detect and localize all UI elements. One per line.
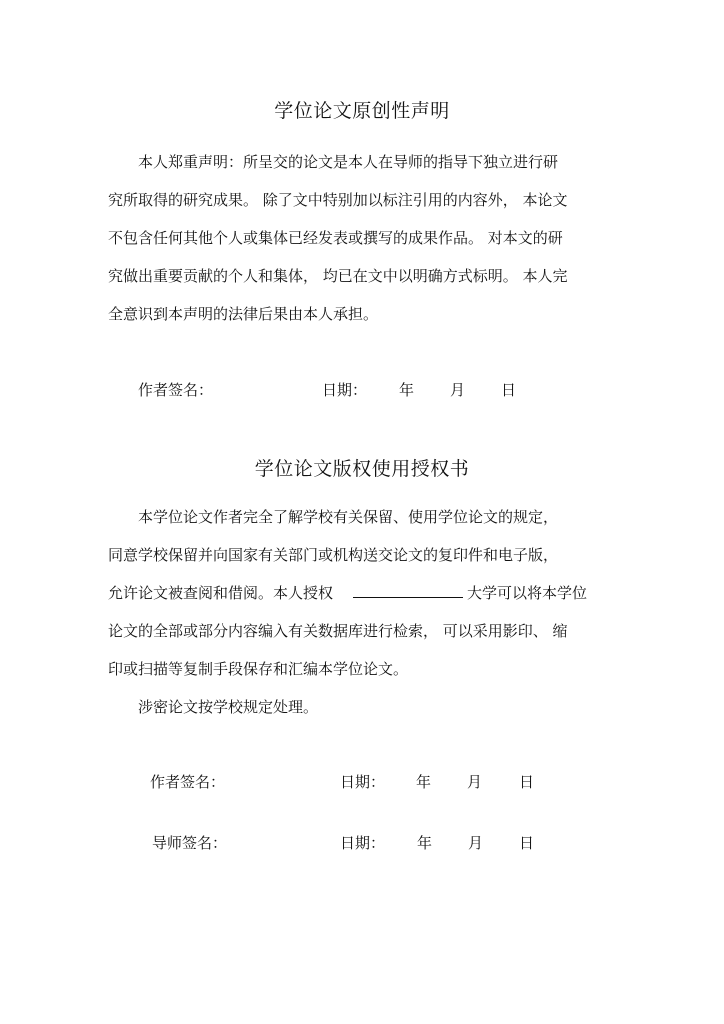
author-signature-label: 作者签名： [138, 381, 214, 399]
month-label: 月 [468, 834, 484, 852]
authorization-line-6: 涉密论文按学校规定处理。 [138, 698, 319, 716]
university-name-blank[interactable] [353, 596, 463, 598]
authorization-advisor-signature-row [0, 833, 724, 853]
date-label: 日期： [322, 381, 368, 399]
declaration-title: 学位论文原创性声明 [274, 100, 450, 122]
declaration-line-4: 究做出重要贡献的个人和集体， 均已在文中以明确方式标明。 本人完 [108, 267, 568, 285]
advisor-signature-label: 导师签名： [152, 834, 228, 852]
month-label: 月 [467, 773, 483, 791]
declaration-line-3: 不包含任何其他个人或集体已经发表或撰写的成果作品。 对本文的研 [108, 229, 563, 247]
authorization-line-2: 同意学校保留并向国家有关部门或机构送交论文的复印件和电子版， [108, 546, 559, 564]
declaration-signature-row [0, 380, 724, 400]
day-label: 日 [519, 773, 535, 791]
authorization-line-1: 本学位论文作者完全了解学校有关保留、使用学位论文的规定， [138, 508, 559, 526]
authorization-line-3 [108, 583, 587, 603]
month-label: 月 [450, 381, 466, 399]
authorization-title: 学位论文版权使用授权书 [254, 458, 470, 480]
declaration-line-2: 究所取得的研究成果。 除了文中特别加以标注引用的内容外， 本论文 [108, 191, 568, 209]
date-label: 日期： [340, 773, 386, 791]
authorization-line-3-after: 大学可以将本学位 [467, 584, 588, 602]
authorization-author-signature-row [0, 772, 724, 792]
day-label: 日 [519, 834, 535, 852]
date-label: 日期： [340, 834, 386, 852]
declaration-line-5: 全意识到本声明的法律后果由本人承担。 [108, 305, 379, 323]
author-signature-label: 作者签名： [150, 773, 226, 791]
authorization-line-3-before: 允许论文被查阅和借阅。本人授权 [108, 584, 334, 602]
day-label: 日 [501, 381, 517, 399]
authorization-line-5: 印或扫描等复制手段保存和汇编本学位论文。 [108, 660, 409, 678]
year-label: 年 [399, 381, 415, 399]
year-label: 年 [417, 834, 433, 852]
authorization-line-4: 论文的全部或部分内容编入有关数据库进行检索， 可以采用影印、 缩 [108, 622, 568, 640]
year-label: 年 [416, 773, 432, 791]
declaration-line-1: 本人郑重声明：所呈交的论文是本人在导师的指导下独立进行研 [138, 153, 559, 171]
